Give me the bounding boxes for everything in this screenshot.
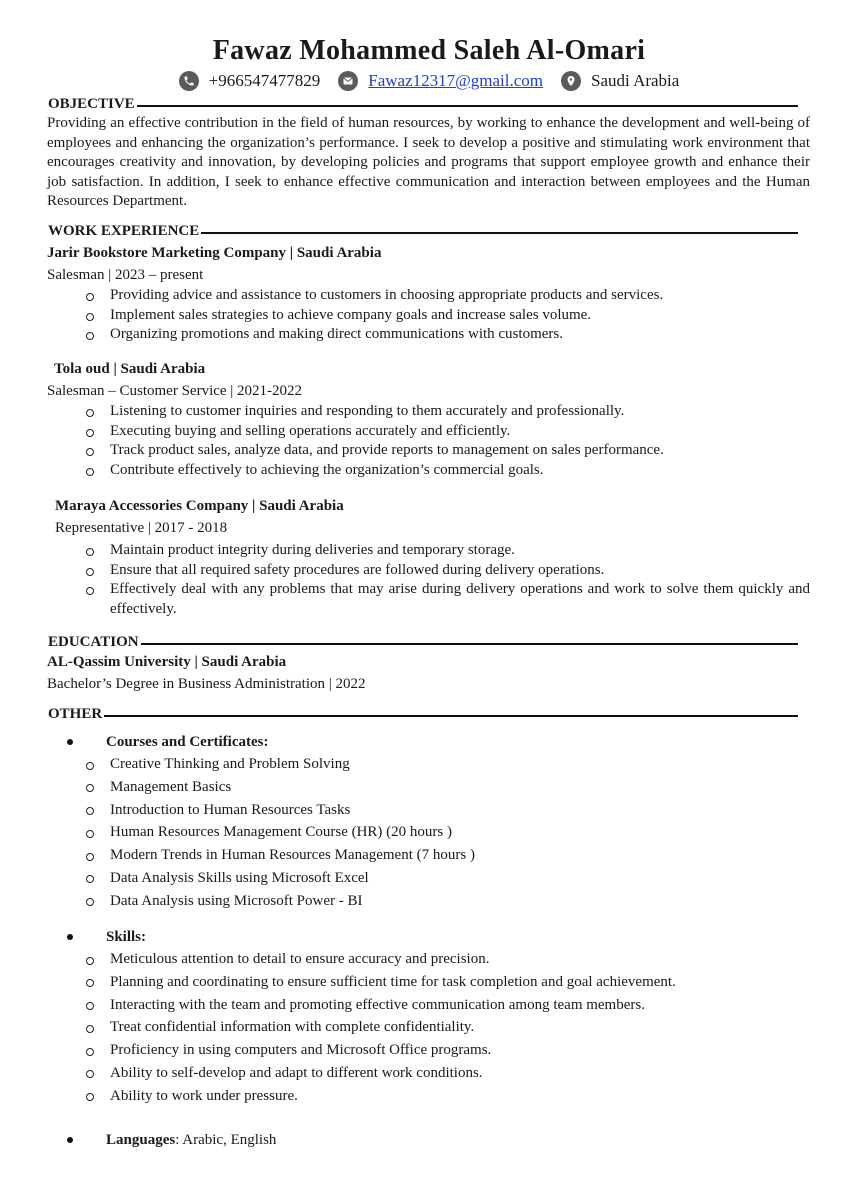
list-item: Contribute effectively to achieving the organization’s commercial goals. <box>84 461 817 481</box>
list-item: Human Resources Management Course (HR) (20 hours ) <box>84 821 817 844</box>
objective-text: Providing an effective contribution in the field of human resources, by working to enhance the development and well-being of employees and enhancing the organization’s performance. I seek to develop a positive and stimulating work environment that encourages creativity and innovation, by developing policies and programs that support employee growth and enhance their job satisfaction. In addition, I seek to enhance effective communication and interaction between employees and the Human Resources Department. <box>47 115 810 209</box>
work-experience-heading <box>48 222 798 240</box>
phone-icon <box>179 71 199 91</box>
list-item: Modern Trends in Human Resources Management (7 hours ) <box>84 844 817 867</box>
job-bullets <box>84 402 817 480</box>
objective-heading-text: OBJECTIVE <box>48 96 135 112</box>
list-item: Ability to self-develop and adapt to different work conditions. <box>84 1062 817 1085</box>
languages-label: Languages <box>106 1132 176 1148</box>
list-item: Listening to customer inquiries and responding to them accurately and professionally. <box>84 402 817 422</box>
job-company: Jarir Bookstore Marketing Company | Saudi Arabia <box>47 245 382 261</box>
job-role: Salesman | 2023 – present <box>47 267 204 283</box>
location-item <box>561 70 679 92</box>
list-item: Ability to work under pressure. <box>84 1085 817 1108</box>
list-item: Treat confidential information with complete confidentiality. <box>84 1016 817 1039</box>
skills-section <box>47 926 817 1108</box>
list-item: Data Analysis using Microsoft Power - BI <box>84 890 817 913</box>
list-item: Maintain product integrity during deliveries and temporary storage. <box>84 541 810 561</box>
objective-heading <box>48 95 798 113</box>
job-bullets <box>84 541 810 619</box>
degree-text: Bachelor’s Degree in Business Administration | 2022 <box>47 676 366 692</box>
job-role: Representative | 2017 - 2018 <box>55 520 228 536</box>
list-item: Creative Thinking and Problem Solving <box>84 753 817 776</box>
list-item: Executing buying and selling operations accurately and efficiently. <box>84 422 817 442</box>
job-bullets <box>84 286 817 345</box>
contact-line <box>0 70 858 92</box>
skills-heading: Skills: <box>67 926 817 948</box>
job-entry-body <box>47 541 810 619</box>
list-item: Implement sales strategies to achieve company goals and increase sales volume. <box>84 306 817 326</box>
list-item: Ensure that all required safety procedures are followed during delivery operations. <box>84 561 810 581</box>
email-icon <box>338 71 358 91</box>
job-company: Tola oud | Saudi Arabia <box>54 361 206 377</box>
list-item: Interacting with the team and promoting effective communication among team members. <box>84 994 817 1017</box>
skills-list <box>84 948 817 1108</box>
languages-section <box>47 1129 817 1151</box>
section-divider <box>201 232 798 234</box>
section-divider <box>141 643 798 645</box>
list-item: Management Basics <box>84 776 817 799</box>
list-item: Effectively deal with any problems that may arise during delivery operations and work to solve them quickly and effectively. <box>84 580 810 619</box>
job-entry <box>55 495 817 539</box>
list-item: Providing advice and assistance to customers in choosing appropriate products and services. <box>84 286 817 306</box>
section-divider <box>104 715 798 717</box>
job-entry-body <box>47 380 817 480</box>
section-divider <box>137 105 798 107</box>
list-item: Organizing promotions and making direct communications with customers. <box>84 325 817 345</box>
job-role: Salesman – Customer Service | 2021-2022 <box>47 383 303 399</box>
school-name: AL-Qassim University | Saudi Arabia <box>47 654 287 670</box>
other-heading-text: OTHER <box>48 706 103 722</box>
email-item <box>338 70 543 92</box>
languages-value: : Arabic, English <box>175 1132 277 1148</box>
location-text: Saudi Arabia <box>591 71 680 90</box>
other-heading <box>48 705 798 723</box>
courses-section <box>47 731 817 913</box>
courses-list <box>84 753 817 913</box>
job-entry <box>54 358 824 380</box>
education-heading <box>48 633 798 651</box>
job-entry <box>47 242 817 345</box>
list-item: Introduction to Human Resources Tasks <box>84 799 817 822</box>
list-item: Data Analysis Skills using Microsoft Excel <box>84 867 817 890</box>
list-item: Meticulous attention to detail to ensure accuracy and precision. <box>84 948 817 971</box>
education-entry <box>47 651 817 695</box>
courses-heading: Courses and Certificates: <box>67 731 817 753</box>
languages-line <box>67 1129 817 1151</box>
work-heading-text: WORK EXPERIENCE <box>48 223 200 239</box>
list-item: Planning and coordinating to ensure sufficient time for task completion and goal achievement. <box>84 971 817 994</box>
phone-number: +966547477829 <box>208 71 321 90</box>
list-item: Proficiency in using computers and Microsoft Office programs. <box>84 1039 817 1062</box>
candidate-name: Fawaz Mohammed Saleh Al-Omari <box>212 35 646 66</box>
education-heading-text: EDUCATION <box>48 634 139 650</box>
list-item: Track product sales, analyze data, and provide reports to management on sales performance. <box>84 441 817 461</box>
email-link[interactable]: Fawaz12317@gmail.com <box>368 71 544 90</box>
phone-item <box>179 70 321 92</box>
job-company: Maraya Accessories Company | Saudi Arabia <box>55 498 344 514</box>
location-icon <box>561 71 581 91</box>
